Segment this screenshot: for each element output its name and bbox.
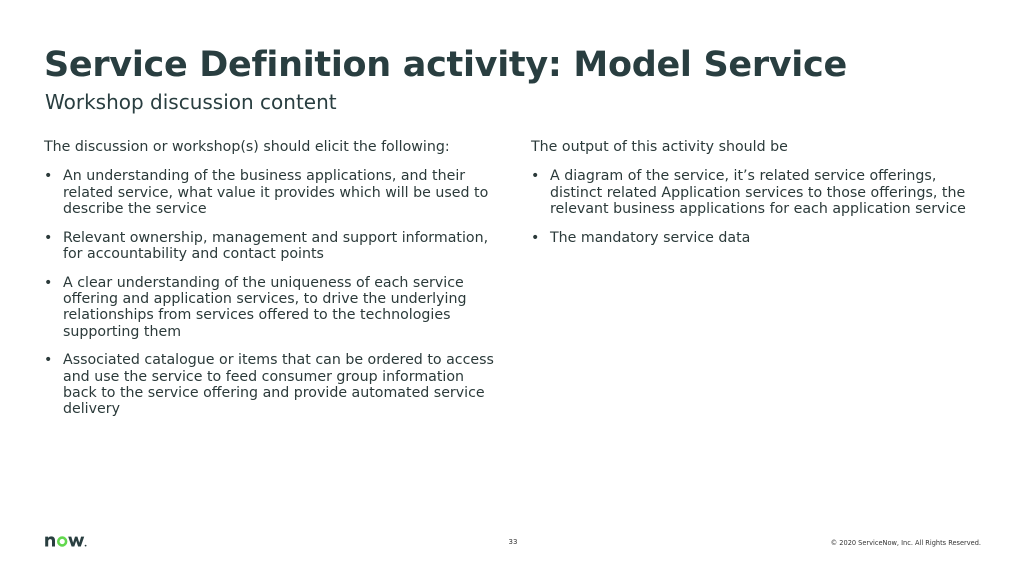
logo-letter-o (58, 538, 66, 546)
page-number: 33 (508, 538, 518, 546)
right-column-intro: The output of this activity should be (531, 139, 788, 155)
logo-letter-n (45, 536, 55, 546)
copyright-notice: © 2020 ServiceNow, Inc. All Rights Reserved. (830, 539, 981, 547)
bullet-text: The mandatory service data (550, 229, 751, 246)
bullet-text: Associated catalogue or items that can be ordered to access and use the service to feed consumer group information back to the service offering and provide automated service delivery (63, 352, 494, 418)
bullet-icon: • (44, 168, 53, 185)
bullet-icon: • (44, 352, 53, 369)
bullet-icon: • (531, 168, 540, 185)
slide-title: Service Definition activity: Model Service (44, 45, 847, 85)
right-column (531, 139, 971, 258)
logo-mark-dot (85, 545, 87, 547)
bullet-text: Relevant ownership, management and support information, for accountability and contact points (63, 229, 489, 262)
slide-subtitle: Workshop discussion content (45, 90, 337, 114)
list-item (44, 168, 494, 217)
list-item (531, 230, 971, 246)
bullet-text: A diagram of the service, it’s related service offerings, distinct related Application services to those offerings, the relevant business applications for each application service (550, 168, 966, 217)
bullet-text: An understanding of the business applications, and their related service, what value it provides which will be used to describe the service (63, 168, 489, 217)
bullet-icon: • (44, 229, 53, 246)
bullet-text: A clear understanding of the uniqueness of each service offering and application services, to drive the underlying relationships from services offered to the technologies supporting them (63, 274, 467, 340)
list-item (44, 230, 494, 263)
list-item (531, 168, 971, 217)
left-bullet-list (44, 168, 494, 417)
list-item (44, 352, 494, 417)
logo-letter-w (68, 537, 84, 547)
list-item (44, 275, 494, 340)
bullet-icon: • (531, 229, 540, 246)
servicenow-logo (44, 532, 96, 548)
left-column-intro: The discussion or workshop(s) should elicit the following: (44, 139, 450, 155)
right-bullet-list (531, 168, 971, 246)
left-column (44, 139, 494, 430)
bullet-icon: • (44, 274, 53, 291)
